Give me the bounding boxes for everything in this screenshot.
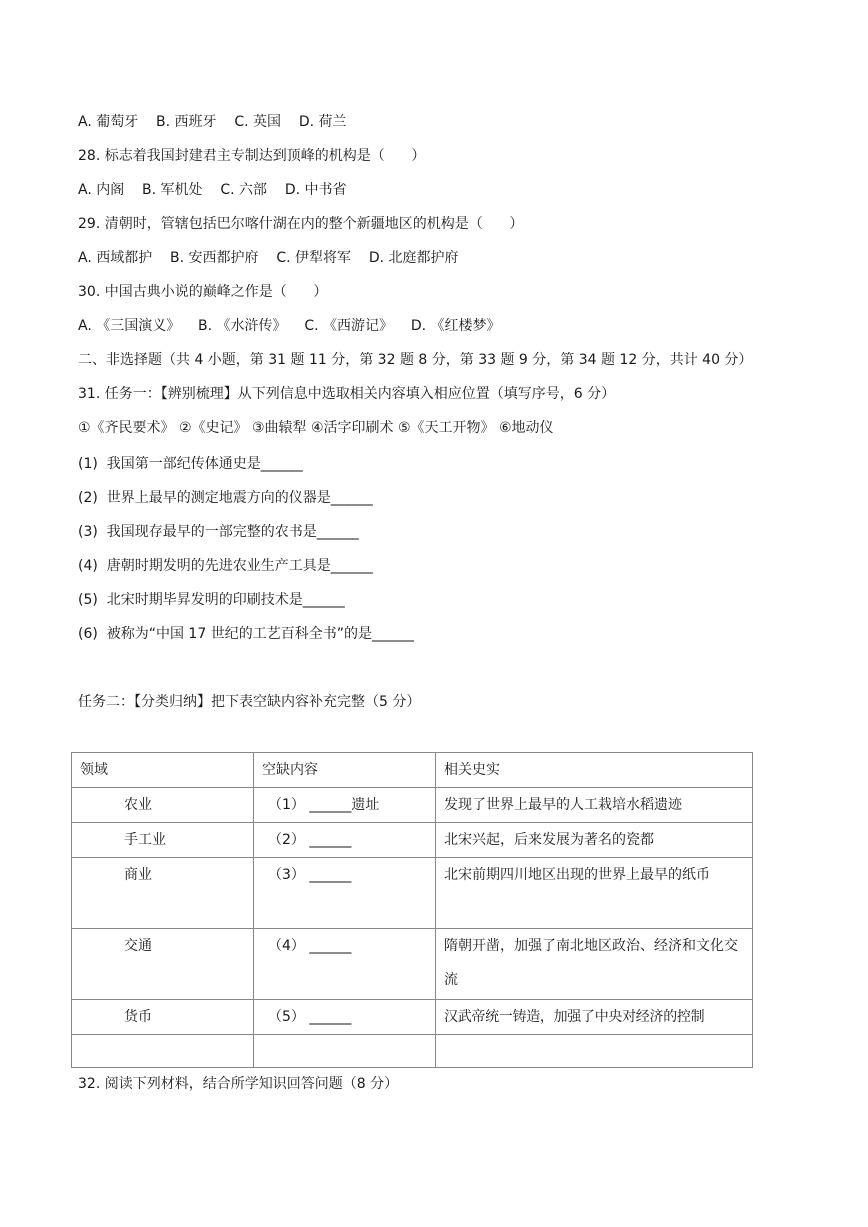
question-31: 31. 任务一：【辨别梳理】从下列信息中选取相关内容填入相应位置（填写序号，6 分） bbox=[78, 386, 616, 402]
table-cell bbox=[254, 1035, 436, 1068]
table-row bbox=[72, 823, 753, 858]
q31-item-5: (5) 北宋时期毕昇发明的印刷技术是______ bbox=[78, 592, 345, 608]
table-row bbox=[72, 1035, 753, 1068]
table-cell: 发现了世界上最早的人工栽培水稻遗迹 bbox=[436, 788, 753, 823]
table-cell: （2） ______ bbox=[254, 823, 436, 858]
table-row bbox=[72, 858, 753, 929]
table-cell: 汉武帝统一铸造，加强了中央对经济的控制 bbox=[436, 1000, 753, 1035]
q31-item-1: (1) 我国第一部纪传体通史是______ bbox=[78, 456, 303, 472]
table-header-row bbox=[72, 753, 753, 788]
question-32: 32. 阅读下列材料，结合所学知识回答问题（8 分） bbox=[78, 1076, 399, 1092]
task-2-table bbox=[71, 752, 753, 1068]
table-header: 相关史实 bbox=[436, 753, 753, 788]
table-cell: （4） ______ bbox=[254, 929, 436, 1000]
q29-options: A. 西域都护 B. 安西都护府 C. 伊犁将军 D. 北庭都护府 bbox=[78, 250, 459, 266]
q31-item-2: (2) 世界上最早的测定地震方向的仪器是______ bbox=[78, 490, 373, 506]
table-cell: 北宋兴起，后来发展为著名的瓷都 bbox=[436, 823, 753, 858]
table-cell: 货币 bbox=[72, 1000, 254, 1035]
table-header: 领域 bbox=[72, 753, 254, 788]
question-29: 29. 清朝时，管辖包括巴尔喀什湖在内的整个新疆地区的机构是（ ） bbox=[78, 216, 524, 232]
table-cell bbox=[436, 1035, 753, 1068]
q30-options: A. 《三国演义》 B. 《水浒传》 C. 《西游记》 D. 《红楼梦》 bbox=[78, 318, 501, 334]
table-cell: 商业 bbox=[72, 858, 254, 929]
question-30: 30. 中国古典小说的巅峰之作是（ ） bbox=[78, 284, 328, 300]
table-cell: （1） ______遗址 bbox=[254, 788, 436, 823]
table-row bbox=[72, 788, 753, 823]
table-cell: 交通 bbox=[72, 929, 254, 1000]
table-header: 空缺内容 bbox=[254, 753, 436, 788]
q31-item-3: (3) 我国现存最早的一部完整的农书是______ bbox=[78, 524, 359, 540]
q31-item-4: (4) 唐朝时期发明的先进农业生产工具是______ bbox=[78, 558, 373, 574]
q31-item-6: (6) 被称为“中国 17 世纪的工艺百科全书”的是______ bbox=[78, 626, 414, 642]
table-cell bbox=[72, 1035, 254, 1068]
task-2-heading: 任务二：【分类归纳】把下表空缺内容补充完整（5 分） bbox=[78, 694, 421, 710]
table-cell: 隋朝开凿，加强了南北地区政治、经济和文化交流 bbox=[436, 929, 753, 1000]
table-cell: 北宋前期四川地区出现的世界上最早的纸币 bbox=[436, 858, 753, 929]
table-cell: （5） ______ bbox=[254, 1000, 436, 1035]
table-cell: 农业 bbox=[72, 788, 254, 823]
table-cell: （3） ______ bbox=[254, 858, 436, 929]
q27-options: A. 葡萄牙 B. 西班牙 C. 英国 D. 荷兰 bbox=[78, 114, 347, 130]
section-2-heading: 二、非选择题（共 4 小题，第 31 题 11 分，第 32 题 8 分，第 33 题 9 分，第 34 题 12 分，共计 40 分） bbox=[78, 352, 753, 368]
question-28: 28. 标志着我国封建君主专制达到顶峰的机构是（ ） bbox=[78, 148, 426, 164]
q31-choices: ①《齐民要术》 ②《史记》 ③曲辕犁 ④活字印刷术 ⑤《天工开物》 ⑥地动仪 bbox=[78, 420, 554, 436]
q28-options: A. 内阁 B. 军机处 C. 六部 D. 中书省 bbox=[78, 182, 347, 198]
table-row bbox=[72, 1000, 753, 1035]
table-cell: 手工业 bbox=[72, 823, 254, 858]
table-row bbox=[72, 929, 753, 1000]
